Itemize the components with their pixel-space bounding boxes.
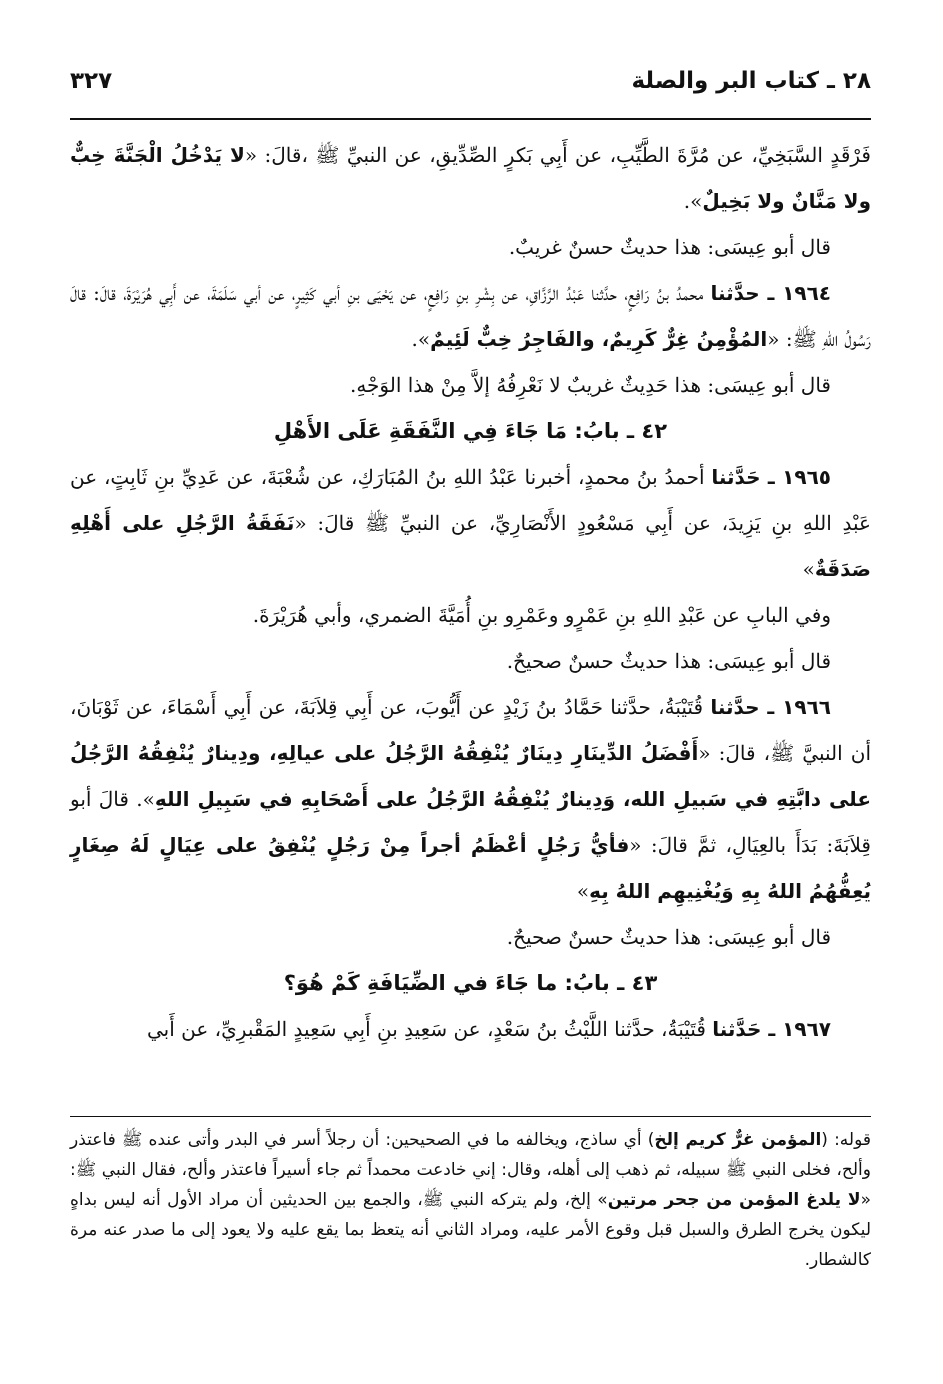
hadith-quote: أَفْضَلُ الدِّينَارِ دِينَارٌ يُنْفِقُهُ الرَّجُلُ على عيالِهِ، ودِينارٌ يُنْفِقُهُ الرَّجُلُ على دابَّتِهِ في سَبيلِ الله، وَدِينارٌ يُنْفِقُهُ الرَّجُلُ على أَصْحَابِهِ في سَبِيلِ اللهِ (70, 741, 872, 811)
text: أحمدُ بنُ محمدٍ، أخبرنا عَبْدُ اللهِ بنُ المُبَارَكِ، عن شُعْبَةَ، عن عَدِيِّ بنِ ثَابِتٍ، عن عَبْدِ اللهِ بنِ يَزِيدَ، عن أَبِي مَسْعُودٍ الأَنْصَارِيِّ، عن النبيِّ ﷺ قالَ: « (70, 465, 871, 535)
commentary: قال أبو عِيسَى: هذا حَدِيثٌ غريبٌ لا نَعْرِفُهُ إلاَّ مِنْ هذا الوَجْهِ. (349, 373, 831, 397)
text: فَرْقَدٍ السَّبَخِيِّ، عن مُرَّةَ الطَّيِّبِ، عن أَبِي بَكرٍ الصِّدِّيقِ، عن النبيِّ ﷺ ،قالَ: « (244, 143, 871, 167)
hadith-quote: المُؤْمِنُ غِرٌّ كَرِيمٌ، والفَاجِرُ خِبٌّ لَئِيمٌ (430, 327, 768, 351)
hadith-1964 (70, 270, 871, 362)
footnote-quote: المؤمن غرٌّ كريم إلخ (654, 1130, 822, 1150)
chapter-heading-42: ٤٢ ـ بابُ: مَا جَاءَ فِي النَّفَقَةِ عَلَى الأَهْلِ (273, 419, 668, 443)
text: ». (683, 189, 703, 213)
commentary: قال أبو عِيسَى: هذا حديثٌ حسنٌ غريبٌ. (508, 235, 831, 259)
header-rule (70, 118, 871, 120)
text: ) أي ساذج، ويخالفه ما في الصحيحين: أن رجلاً أسر في البدر وأتى عنده ﷺ فاعتذر وألح، فخلى النبي ﷺ سبيله، ثم ذهب إلى أهله، وقال: إني خادعت محمداً ثم جاء أسيراً فاعتذر وألح، فقال النبي ﷺ: « (70, 1130, 871, 1210)
hadith-quote: نَفَقَةُ الرَّجُلِ على أَهْلِهِ صَدَقَةٌ (70, 511, 871, 581)
text: » إلخ، ولم يتركه النبي ﷺ، والجمع بين الحديثين أن مراد الأول أنه ليس بداهٍ ليكون يخرج الطرق والسبل قبل وقوع الأمر عليه، ومراد الثاني أنه يتعظ بما يقع عليه ولا يعود إلى ما صدر عنه مرة كالشطار. (70, 1190, 871, 1270)
page-number: ٣٢٧ (70, 68, 113, 94)
hadith-quote: فأيُّ رَجُلٍ أعْظَمُ أجراً مِنْ رَجُلٍ يُنْفِقُ على عِيَالٍ لَهُ صِغَارٍ يُعِفُّهُمُ اللهُ بِهِ وَيُغْنِيهِم اللهُ بِهِ (70, 833, 871, 903)
text: » (576, 879, 590, 903)
commentary: قال أبو عِيسَى: هذا حديثٌ حسنٌ صحيحٌ. (506, 649, 831, 673)
hadith-number: ١٩٦٦ ـ حدَّثنا (710, 695, 831, 719)
hadith-number: ١٩٦٧ ـ حَدَّثنا (712, 1017, 831, 1041)
text: » (802, 557, 815, 581)
text: ». (411, 327, 431, 351)
hadith-quote: لا يَدْخُلُ الْجَنَّةَ خِبٌّ ولا مَنَّانٌ ولا بَخِيلٌ (70, 143, 871, 213)
hadith-1966 (70, 684, 871, 914)
text: قُتَيْبَةُ، حدَّثنا حَمَّادُ بنُ زَيْدٍ عن أَيُّوبَ، عن أَبِي قِلاَبَةَ، عن أَبِي أَسْمَاءَ، عن ثَوْبَانَ، أن النبيَّ ﷺ، قالَ: « (70, 695, 871, 765)
chapter-heading-43: ٤٣ ـ بابُ: ما جَاءَ في الضِّيَافَةِ كَمْ هُوَ؟ (283, 971, 658, 995)
hadith-number: ١٩٦٤ ـ حدَّثنا (710, 281, 832, 305)
footnote-quote: لا يلدغ المؤمن من جحر مرتين (607, 1190, 861, 1210)
hadith-1967 (70, 1006, 871, 1052)
running-title: ٢٨ ـ كتاب البر والصلة (631, 68, 871, 94)
footnote (70, 1125, 871, 1275)
footnote-rule (70, 1116, 871, 1117)
text: ». قالَ أبو قِلاَبَةَ: بَدَأَ بالعِيَالِ، ثمَّ قالَ: « (70, 787, 871, 857)
text: قُتَيْبَةُ، حدَّثنا اللَّيْثُ بنُ سَعْدٍ، عن سَعِيدِ بنِ أَبِي سَعِيدٍ المَقْبرِيِّ، عن أَبي (147, 1017, 713, 1041)
main-text (70, 132, 871, 1052)
page-header (70, 60, 871, 102)
commentary: قال أبو عِيسَى: هذا حديثٌ حسنٌ صحيحٌ. (506, 925, 831, 949)
text: قوله: ( (821, 1130, 872, 1150)
text: محمدُ بنُ رَافِعٍ، حدَّثنا عَبْدُ الرَّزَّاقِ، عن بِشْرِ بنِ رَافِعٍ، عن يَحْيَى بنِ أبي كَثِيرٍ، عن أبي سَلَمَةَ، عن أَبِي هُرَيْرَةَ، قالَ: قالَ رَسُولُ اللهِ ﷺ: « (70, 281, 871, 351)
commentary: وفي البابِ عن عَبْدِ اللهِ بنِ عَمْرٍو وعَمْرِو بنِ أُمَيَّةَ الضمري، وأبي هُرَيْرَةَ. (252, 603, 831, 627)
hadith-number: ١٩٦٥ ـ حَدَّثنا (711, 465, 831, 489)
hadith-1965 (70, 454, 871, 592)
hadith-1963-end (70, 132, 871, 224)
